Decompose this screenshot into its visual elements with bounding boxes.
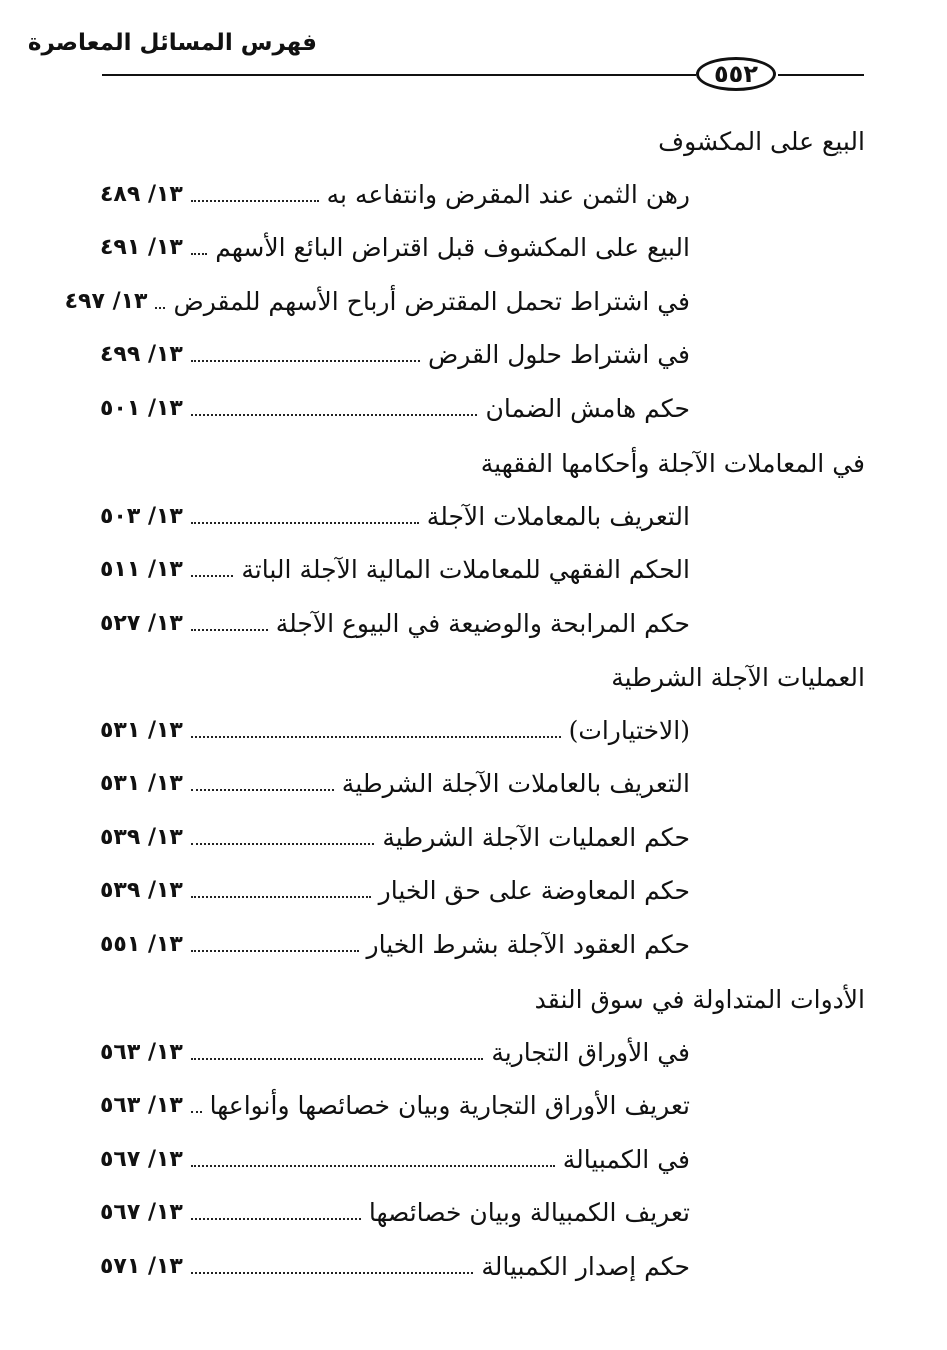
section-heading: العمليات الآجلة الشرطية [611, 663, 865, 692]
entry-title: التعريف بالمعاملات الآجلة [426, 502, 690, 531]
volume-page-reference: ١٣/ ٥٦٣ [100, 1040, 183, 1065]
toc-entry [100, 925, 690, 965]
volume-page-reference: ١٣/ ٥٠٣ [100, 504, 183, 529]
toc-entry [100, 389, 690, 429]
dot-leader [191, 522, 419, 524]
dot-leader [191, 950, 359, 952]
volume-page-reference: ١٣/ ٥٣١ [100, 771, 183, 796]
toc-entry [100, 228, 690, 268]
volume-page-reference: ١٣/ ٥٣٩ [100, 878, 183, 903]
toc-entry [100, 550, 690, 590]
volume-page-reference: ١٣/ ٥٢٧ [100, 611, 183, 636]
toc-entry [100, 818, 690, 858]
volume-page-reference: ١٣/ ٥٦٣ [100, 1093, 183, 1118]
toc-entry [100, 335, 690, 375]
entry-title: الحكم الفقهي للمعاملات المالية الآجلة الباتة [241, 555, 690, 584]
volume-page-reference: ١٣/ ٥٧١ [100, 1254, 183, 1279]
toc-entry [100, 711, 690, 751]
dot-leader [155, 307, 165, 309]
toc-entry [100, 604, 690, 644]
entry-title: حكم إصدار الكمبيالة [481, 1252, 690, 1281]
dot-leader [191, 629, 268, 631]
entry-title: تعريف الأوراق التجارية وبيان خصائصها وأنواعها [209, 1091, 690, 1120]
volume-page-reference: ١٣/ ٥٦٧ [100, 1147, 183, 1172]
toc-entry [64, 282, 690, 322]
volume-page-reference: ١٣/ ٤٩٩ [100, 342, 183, 367]
entry-title: حكم العقود الآجلة بشرط الخيار [366, 930, 690, 959]
entry-title: البيع على المكشوف قبل اقتراض البائع الأسهم [215, 233, 690, 262]
volume-page-reference: ١٣/ ٥٣١ [100, 718, 183, 743]
dot-leader [191, 360, 420, 362]
dot-leader [191, 1165, 555, 1167]
entry-title: في اشتراط تحمل المقترض أرباح الأسهم للمقرض [173, 287, 690, 316]
volume-page-reference: ١٣/ ٥٠١ [100, 396, 183, 421]
toc-entry [100, 1086, 690, 1126]
volume-page-reference: ١٣/ ٥٣٩ [100, 825, 183, 850]
entry-title: (الاختيارات) [568, 716, 690, 745]
running-header-title: فهرس المسائل المعاصرة [27, 30, 317, 56]
dot-leader [191, 789, 334, 791]
entry-title: في الكمبيالة [562, 1145, 690, 1174]
entry-title: حكم هامش الضمان [485, 394, 690, 423]
entry-title: في اشتراط حلول القرض [428, 340, 690, 369]
volume-page-reference: ١٣/ ٥٦٧ [100, 1200, 183, 1225]
section-heading: الأدوات المتداولة في سوق النقد [534, 985, 865, 1014]
entry-title: رهن الثمن عند المقرض وانتفاعه به [326, 180, 690, 209]
entry-title: حكم العمليات الآجلة الشرطية [382, 823, 690, 852]
volume-page-reference: ١٣/ ٥١١ [100, 557, 183, 582]
dot-leader [191, 414, 478, 416]
dot-leader [191, 1218, 361, 1220]
dot-leader [191, 575, 234, 577]
dot-leader [191, 200, 319, 202]
toc-entry [100, 1247, 690, 1287]
section-heading: في المعاملات الآجلة وأحكامها الفقهية [480, 449, 865, 478]
toc-entry [100, 175, 690, 215]
entry-title: التعريف بالعاملات الآجلة الشرطية [341, 769, 690, 798]
page-number-badge: ٥٥٢ [696, 57, 776, 91]
volume-page-reference: ١٣/ ٥٥١ [100, 932, 183, 957]
section-heading: البيع على المكشوف [658, 127, 865, 156]
toc-entry [100, 871, 690, 911]
toc-entry [100, 497, 690, 537]
volume-page-reference: ١٣/ ٤٩١ [100, 235, 183, 260]
toc-entry [100, 764, 690, 804]
dot-leader [191, 896, 371, 898]
dot-leader [191, 1058, 483, 1060]
dot-leader [191, 843, 375, 845]
entry-title: تعريف الكمبيالة وبيان خصائصها [368, 1198, 690, 1227]
toc-entry [100, 1193, 690, 1233]
toc-entry [100, 1140, 690, 1180]
entry-title: حكم المرابحة والوضيعة في البيوع الآجلة [275, 609, 690, 638]
volume-page-reference: ١٣/ ٤٩٧ [64, 289, 148, 314]
entry-title: حكم المعاوضة على حق الخيار [378, 876, 690, 905]
dot-leader [191, 736, 561, 738]
dot-leader [191, 253, 207, 255]
dot-leader [191, 1111, 202, 1113]
dot-leader [191, 1272, 473, 1274]
entry-title: في الأوراق التجارية [491, 1038, 690, 1067]
toc-entry [100, 1033, 690, 1073]
volume-page-reference: ١٣/ ٤٨٩ [100, 182, 183, 207]
